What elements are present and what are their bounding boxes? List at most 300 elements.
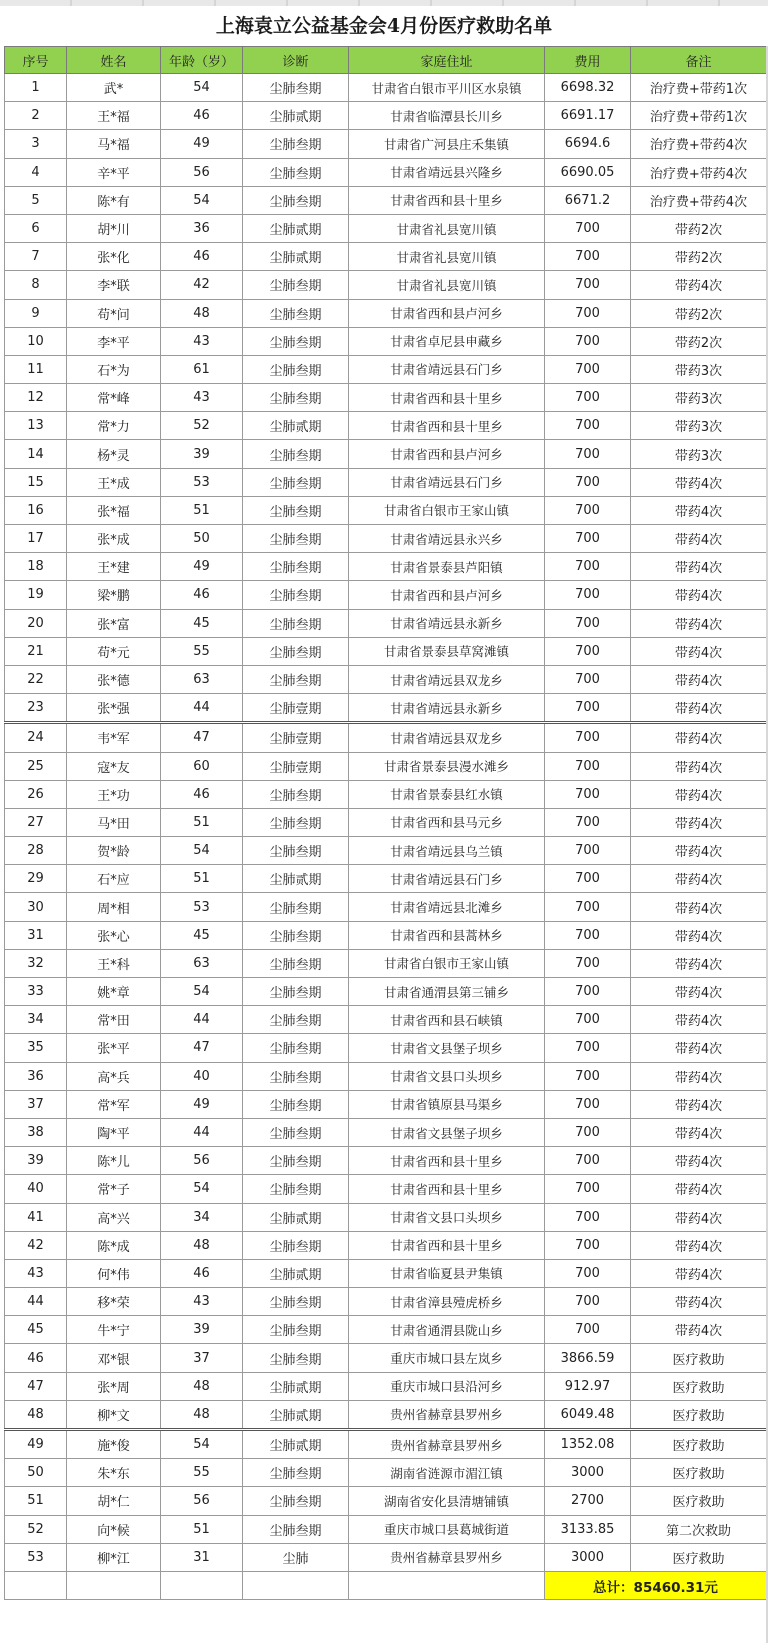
index-cell: 23 xyxy=(5,694,67,723)
table-row xyxy=(5,949,767,977)
age-cell: 48 xyxy=(161,1400,243,1429)
table-row xyxy=(5,384,767,412)
index-cell: 28 xyxy=(5,837,67,865)
address-cell: 甘肃省靖远县永新乡 xyxy=(349,694,545,723)
name-cell: 武* xyxy=(67,74,161,102)
age-cell: 54 xyxy=(161,978,243,1006)
cost-cell: 700 xyxy=(545,808,631,836)
col-header-index: 序号 xyxy=(5,47,67,74)
name-cell: 王*建 xyxy=(67,553,161,581)
remark-cell: 带药4次 xyxy=(631,1034,767,1062)
diagnosis-cell: 尘肺叁期 xyxy=(243,1344,349,1372)
remark-cell: 带药4次 xyxy=(631,1175,767,1203)
address-cell: 甘肃省靖远县石门乡 xyxy=(349,865,545,893)
address-cell: 甘肃省礼县宽川镇 xyxy=(349,243,545,271)
total-row xyxy=(5,1571,767,1599)
diagnosis-cell: 尘肺叁期 xyxy=(243,1175,349,1203)
remark-cell: 带药3次 xyxy=(631,440,767,468)
table-row xyxy=(5,1430,767,1459)
remark-cell: 带药4次 xyxy=(631,1118,767,1146)
index-cell: 34 xyxy=(5,1006,67,1034)
age-cell: 43 xyxy=(161,327,243,355)
index-cell: 21 xyxy=(5,637,67,665)
cost-cell: 1352.08 xyxy=(545,1430,631,1459)
age-cell: 51 xyxy=(161,1515,243,1543)
table-row xyxy=(5,1288,767,1316)
address-cell: 甘肃省西和县蒿林乡 xyxy=(349,921,545,949)
index-cell: 16 xyxy=(5,496,67,524)
age-cell: 47 xyxy=(161,723,243,752)
diagnosis-cell: 尘肺叁期 xyxy=(243,553,349,581)
index-cell: 15 xyxy=(5,468,67,496)
diagnosis-cell: 尘肺叁期 xyxy=(243,837,349,865)
age-cell: 53 xyxy=(161,468,243,496)
remark-cell: 带药4次 xyxy=(631,665,767,693)
diagnosis-cell: 尘肺叁期 xyxy=(243,921,349,949)
table-row xyxy=(5,1372,767,1400)
table-row xyxy=(5,468,767,496)
cost-cell: 700 xyxy=(545,440,631,468)
diagnosis-cell: 尘肺叁期 xyxy=(243,271,349,299)
address-cell: 甘肃省临潭县长川乡 xyxy=(349,102,545,130)
diagnosis-cell: 尘肺叁期 xyxy=(243,327,349,355)
name-cell: 常*子 xyxy=(67,1175,161,1203)
col-header-name: 姓名 xyxy=(67,47,161,74)
table-row xyxy=(5,327,767,355)
remark-cell: 治疗费+带药1次 xyxy=(631,102,767,130)
index-cell: 2 xyxy=(5,102,67,130)
diagnosis-cell: 尘肺壹期 xyxy=(243,694,349,723)
age-cell: 55 xyxy=(161,637,243,665)
index-cell: 35 xyxy=(5,1034,67,1062)
name-cell: 常*军 xyxy=(67,1090,161,1118)
table-row xyxy=(5,1543,767,1571)
index-cell: 5 xyxy=(5,186,67,214)
address-cell: 甘肃省漳县殪虎桥乡 xyxy=(349,1288,545,1316)
remark-cell: 带药4次 xyxy=(631,694,767,723)
address-cell: 湖南省安化县清塘铺镇 xyxy=(349,1487,545,1515)
name-cell: 马*福 xyxy=(67,130,161,158)
name-cell: 马*田 xyxy=(67,808,161,836)
remark-cell: 治疗费+带药4次 xyxy=(631,158,767,186)
remark-cell: 第二次救助 xyxy=(631,1515,767,1543)
table-row xyxy=(5,355,767,383)
address-cell: 甘肃省靖远县石门乡 xyxy=(349,355,545,383)
remark-cell: 医疗救助 xyxy=(631,1344,767,1372)
name-cell: 王*功 xyxy=(67,780,161,808)
name-cell: 张*化 xyxy=(67,243,161,271)
index-cell: 32 xyxy=(5,949,67,977)
index-cell: 9 xyxy=(5,299,67,327)
name-cell: 陈*成 xyxy=(67,1231,161,1259)
diagnosis-cell: 尘肺叁期 xyxy=(243,355,349,383)
cost-cell: 3000 xyxy=(545,1543,631,1571)
remark-cell: 带药4次 xyxy=(631,949,767,977)
diagnosis-cell: 尘肺叁期 xyxy=(243,384,349,412)
table-row xyxy=(5,752,767,780)
table-row xyxy=(5,609,767,637)
name-cell: 张*成 xyxy=(67,525,161,553)
diagnosis-cell: 尘肺叁期 xyxy=(243,1231,349,1259)
diagnosis-cell: 尘肺贰期 xyxy=(243,865,349,893)
cost-cell: 700 xyxy=(545,978,631,1006)
index-cell: 11 xyxy=(5,355,67,383)
cost-cell: 700 xyxy=(545,214,631,242)
address-cell: 甘肃省文县堡子坝乡 xyxy=(349,1118,545,1146)
index-cell: 25 xyxy=(5,752,67,780)
address-cell: 重庆市城口县葛城街道 xyxy=(349,1515,545,1543)
name-cell: 牛*宁 xyxy=(67,1316,161,1344)
name-cell: 陈*有 xyxy=(67,186,161,214)
diagnosis-cell: 尘肺叁期 xyxy=(243,1515,349,1543)
table-row xyxy=(5,553,767,581)
name-cell: 苟*问 xyxy=(67,299,161,327)
remark-cell: 带药4次 xyxy=(631,865,767,893)
remark-cell: 带药4次 xyxy=(631,468,767,496)
age-cell: 51 xyxy=(161,808,243,836)
table-row xyxy=(5,865,767,893)
diagnosis-cell: 尘肺贰期 xyxy=(243,243,349,271)
col-header-age: 年龄（岁） xyxy=(161,47,243,74)
name-cell: 寇*友 xyxy=(67,752,161,780)
cost-cell: 700 xyxy=(545,553,631,581)
diagnosis-cell: 尘肺贰期 xyxy=(243,412,349,440)
name-cell: 石*应 xyxy=(67,865,161,893)
remark-cell: 医疗救助 xyxy=(631,1400,767,1429)
cost-cell: 700 xyxy=(545,893,631,921)
cost-cell: 700 xyxy=(545,1203,631,1231)
cost-cell: 700 xyxy=(545,1090,631,1118)
cost-cell: 6049.48 xyxy=(545,1400,631,1429)
diagnosis-cell: 尘肺壹期 xyxy=(243,723,349,752)
age-cell: 49 xyxy=(161,1090,243,1118)
index-cell: 17 xyxy=(5,525,67,553)
diagnosis-cell: 尘肺叁期 xyxy=(243,1034,349,1062)
table-row xyxy=(5,412,767,440)
table-row xyxy=(5,581,767,609)
remark-cell: 带药4次 xyxy=(631,525,767,553)
address-cell: 甘肃省文县口头坝乡 xyxy=(349,1062,545,1090)
name-cell: 王*成 xyxy=(67,468,161,496)
table-row xyxy=(5,1316,767,1344)
address-cell: 甘肃省文县堡子坝乡 xyxy=(349,1034,545,1062)
address-cell: 甘肃省西和县十里乡 xyxy=(349,186,545,214)
name-cell: 辛*平 xyxy=(67,158,161,186)
name-cell: 高*兵 xyxy=(67,1062,161,1090)
age-cell: 54 xyxy=(161,1430,243,1459)
name-cell: 张*平 xyxy=(67,1034,161,1062)
remark-cell: 带药4次 xyxy=(631,723,767,752)
table-row xyxy=(5,1459,767,1487)
name-cell: 梁*鹏 xyxy=(67,581,161,609)
name-cell: 张*富 xyxy=(67,609,161,637)
diagnosis-cell: 尘肺叁期 xyxy=(243,609,349,637)
address-cell: 甘肃省西和县十里乡 xyxy=(349,412,545,440)
table-row xyxy=(5,1090,767,1118)
remark-cell: 带药2次 xyxy=(631,327,767,355)
table-row xyxy=(5,893,767,921)
address-cell: 甘肃省西和县卢河乡 xyxy=(349,581,545,609)
remark-cell: 带药4次 xyxy=(631,1316,767,1344)
age-cell: 46 xyxy=(161,780,243,808)
name-cell: 张*强 xyxy=(67,694,161,723)
name-cell: 常*力 xyxy=(67,412,161,440)
age-cell: 48 xyxy=(161,299,243,327)
remark-cell: 带药4次 xyxy=(631,837,767,865)
table-row xyxy=(5,186,767,214)
index-cell: 50 xyxy=(5,1459,67,1487)
remark-cell: 医疗救助 xyxy=(631,1487,767,1515)
address-cell: 甘肃省靖远县双龙乡 xyxy=(349,723,545,752)
age-cell: 43 xyxy=(161,384,243,412)
diagnosis-cell: 尘肺叁期 xyxy=(243,525,349,553)
cost-cell: 3133.85 xyxy=(545,1515,631,1543)
index-cell: 3 xyxy=(5,130,67,158)
diagnosis-cell: 尘肺叁期 xyxy=(243,1090,349,1118)
cost-cell: 700 xyxy=(545,412,631,440)
name-cell: 王*科 xyxy=(67,949,161,977)
cost-cell: 6698.32 xyxy=(545,74,631,102)
age-cell: 48 xyxy=(161,1231,243,1259)
table-row xyxy=(5,1147,767,1175)
name-cell: 周*相 xyxy=(67,893,161,921)
remark-cell: 治疗费+带药4次 xyxy=(631,186,767,214)
index-cell: 52 xyxy=(5,1515,67,1543)
diagnosis-cell: 尘肺壹期 xyxy=(243,752,349,780)
cost-cell: 3000 xyxy=(545,1459,631,1487)
age-cell: 43 xyxy=(161,1288,243,1316)
diagnosis-cell: 尘肺叁期 xyxy=(243,1487,349,1515)
table-row xyxy=(5,214,767,242)
diagnosis-cell: 尘肺贰期 xyxy=(243,214,349,242)
age-cell: 46 xyxy=(161,581,243,609)
address-cell: 甘肃省白银市王家山镇 xyxy=(349,496,545,524)
remark-cell: 带药4次 xyxy=(631,1203,767,1231)
cost-cell: 912.97 xyxy=(545,1372,631,1400)
age-cell: 44 xyxy=(161,694,243,723)
total-blank-cell xyxy=(349,1571,545,1599)
index-cell: 48 xyxy=(5,1400,67,1429)
cost-cell: 700 xyxy=(545,921,631,949)
index-cell: 26 xyxy=(5,780,67,808)
address-cell: 甘肃省靖远县双龙乡 xyxy=(349,665,545,693)
address-cell: 甘肃省临夏县尹集镇 xyxy=(349,1259,545,1287)
address-cell: 湖南省涟源市湄江镇 xyxy=(349,1459,545,1487)
name-cell: 高*兴 xyxy=(67,1203,161,1231)
address-cell: 甘肃省西和县卢河乡 xyxy=(349,299,545,327)
address-cell: 甘肃省礼县宽川镇 xyxy=(349,271,545,299)
age-cell: 54 xyxy=(161,1175,243,1203)
index-cell: 4 xyxy=(5,158,67,186)
address-cell: 重庆市城口县沿河乡 xyxy=(349,1372,545,1400)
name-cell: 陶*平 xyxy=(67,1118,161,1146)
diagnosis-cell: 尘肺叁期 xyxy=(243,496,349,524)
diagnosis-cell: 尘肺叁期 xyxy=(243,1118,349,1146)
cost-cell: 6694.6 xyxy=(545,130,631,158)
remark-cell: 带药4次 xyxy=(631,921,767,949)
diagnosis-cell: 尘肺叁期 xyxy=(243,780,349,808)
index-cell: 51 xyxy=(5,1487,67,1515)
diagnosis-cell: 尘肺贰期 xyxy=(243,1430,349,1459)
age-cell: 34 xyxy=(161,1203,243,1231)
remark-cell: 带药4次 xyxy=(631,553,767,581)
cost-cell: 2700 xyxy=(545,1487,631,1515)
address-cell: 甘肃省西和县十里乡 xyxy=(349,1147,545,1175)
age-cell: 39 xyxy=(161,1316,243,1344)
table-row xyxy=(5,780,767,808)
table-row xyxy=(5,102,767,130)
index-cell: 46 xyxy=(5,1344,67,1372)
index-cell: 30 xyxy=(5,893,67,921)
index-cell: 31 xyxy=(5,921,67,949)
diagnosis-cell: 尘肺贰期 xyxy=(243,102,349,130)
age-cell: 46 xyxy=(161,102,243,130)
name-cell: 常*田 xyxy=(67,1006,161,1034)
table-row xyxy=(5,158,767,186)
header-row xyxy=(5,47,767,74)
age-cell: 63 xyxy=(161,665,243,693)
name-cell: 胡*川 xyxy=(67,214,161,242)
diagnosis-cell: 尘肺叁期 xyxy=(243,1147,349,1175)
cost-cell: 700 xyxy=(545,609,631,637)
remark-cell: 带药4次 xyxy=(631,1288,767,1316)
age-cell: 39 xyxy=(161,440,243,468)
name-cell: 韦*军 xyxy=(67,723,161,752)
index-cell: 29 xyxy=(5,865,67,893)
index-cell: 43 xyxy=(5,1259,67,1287)
cost-cell: 700 xyxy=(545,1118,631,1146)
cost-cell: 700 xyxy=(545,525,631,553)
age-cell: 53 xyxy=(161,893,243,921)
table-row xyxy=(5,496,767,524)
table-row xyxy=(5,1175,767,1203)
diagnosis-cell: 尘肺叁期 xyxy=(243,1459,349,1487)
address-cell: 甘肃省西和县十里乡 xyxy=(349,1175,545,1203)
cost-cell: 700 xyxy=(545,581,631,609)
address-cell: 甘肃省西和县石峡镇 xyxy=(349,1006,545,1034)
remark-cell: 带药4次 xyxy=(631,1090,767,1118)
cost-cell: 700 xyxy=(545,949,631,977)
toolbar-strip-remnant xyxy=(0,0,768,6)
remark-cell: 带药4次 xyxy=(631,1062,767,1090)
table-row xyxy=(5,1203,767,1231)
diagnosis-cell: 尘肺贰期 xyxy=(243,1372,349,1400)
age-cell: 44 xyxy=(161,1118,243,1146)
age-cell: 40 xyxy=(161,1062,243,1090)
diagnosis-cell: 尘肺叁期 xyxy=(243,299,349,327)
age-cell: 51 xyxy=(161,496,243,524)
age-cell: 56 xyxy=(161,158,243,186)
total-blank-cell xyxy=(161,1571,243,1599)
address-cell: 甘肃省靖远县永兴乡 xyxy=(349,525,545,553)
age-cell: 48 xyxy=(161,1372,243,1400)
diagnosis-cell: 尘肺叁期 xyxy=(243,665,349,693)
table-row xyxy=(5,921,767,949)
name-cell: 张*周 xyxy=(67,1372,161,1400)
diagnosis-cell: 尘肺叁期 xyxy=(243,1316,349,1344)
age-cell: 52 xyxy=(161,412,243,440)
diagnosis-cell: 尘肺贰期 xyxy=(243,1400,349,1429)
index-cell: 1 xyxy=(5,74,67,102)
age-cell: 47 xyxy=(161,1034,243,1062)
name-cell: 杨*灵 xyxy=(67,440,161,468)
index-cell: 22 xyxy=(5,665,67,693)
address-cell: 甘肃省靖远县北滩乡 xyxy=(349,893,545,921)
cost-cell: 700 xyxy=(545,1062,631,1090)
assistance-table xyxy=(4,46,767,1600)
remark-cell: 带药4次 xyxy=(631,780,767,808)
cost-cell: 700 xyxy=(545,665,631,693)
table-row xyxy=(5,1487,767,1515)
diagnosis-cell: 尘肺叁期 xyxy=(243,74,349,102)
address-cell: 甘肃省靖远县乌兰镇 xyxy=(349,837,545,865)
table-row xyxy=(5,837,767,865)
address-cell: 甘肃省通渭县第三铺乡 xyxy=(349,978,545,1006)
diagnosis-cell: 尘肺叁期 xyxy=(243,1006,349,1034)
address-cell: 甘肃省卓尼县申藏乡 xyxy=(349,327,545,355)
index-cell: 38 xyxy=(5,1118,67,1146)
table-row xyxy=(5,665,767,693)
index-cell: 41 xyxy=(5,1203,67,1231)
table-row xyxy=(5,243,767,271)
cost-cell: 700 xyxy=(545,752,631,780)
index-cell: 33 xyxy=(5,978,67,1006)
name-cell: 移*荣 xyxy=(67,1288,161,1316)
remark-cell: 医疗救助 xyxy=(631,1459,767,1487)
name-cell: 姚*章 xyxy=(67,978,161,1006)
name-cell: 柳*文 xyxy=(67,1400,161,1429)
cost-cell: 700 xyxy=(545,384,631,412)
page-title: 上海袁立公益基金会4月份医疗救助名单 xyxy=(215,15,553,37)
cost-cell: 700 xyxy=(545,271,631,299)
diagnosis-cell: 尘肺叁期 xyxy=(243,468,349,496)
remark-cell: 带药4次 xyxy=(631,1259,767,1287)
remark-cell: 带药4次 xyxy=(631,1006,767,1034)
name-cell: 邓*银 xyxy=(67,1344,161,1372)
address-cell: 重庆市城口县左岚乡 xyxy=(349,1344,545,1372)
total-blank-cell xyxy=(243,1571,349,1599)
remark-cell: 治疗费+带药4次 xyxy=(631,130,767,158)
diagnosis-cell: 尘肺叁期 xyxy=(243,637,349,665)
name-cell: 贺*龄 xyxy=(67,837,161,865)
table-row xyxy=(5,1118,767,1146)
cost-cell: 700 xyxy=(545,327,631,355)
name-cell: 王*福 xyxy=(67,102,161,130)
remark-cell: 医疗救助 xyxy=(631,1430,767,1459)
total-blank-cell xyxy=(5,1571,67,1599)
index-cell: 24 xyxy=(5,723,67,752)
table-row xyxy=(5,440,767,468)
address-cell: 甘肃省景泰县漫水滩乡 xyxy=(349,752,545,780)
cost-cell: 700 xyxy=(545,723,631,752)
table-row xyxy=(5,130,767,158)
address-cell: 甘肃省西和县十里乡 xyxy=(349,1231,545,1259)
remark-cell: 带药4次 xyxy=(631,496,767,524)
remark-cell: 带药4次 xyxy=(631,893,767,921)
cost-cell: 700 xyxy=(545,1231,631,1259)
index-cell: 47 xyxy=(5,1372,67,1400)
index-cell: 27 xyxy=(5,808,67,836)
diagnosis-cell: 尘肺贰期 xyxy=(243,1203,349,1231)
address-cell: 甘肃省白银市王家山镇 xyxy=(349,949,545,977)
table-row xyxy=(5,525,767,553)
table-row xyxy=(5,74,767,102)
name-cell: 施*俊 xyxy=(67,1430,161,1459)
cost-cell: 700 xyxy=(545,1288,631,1316)
remark-cell: 带药4次 xyxy=(631,609,767,637)
index-cell: 18 xyxy=(5,553,67,581)
age-cell: 51 xyxy=(161,865,243,893)
